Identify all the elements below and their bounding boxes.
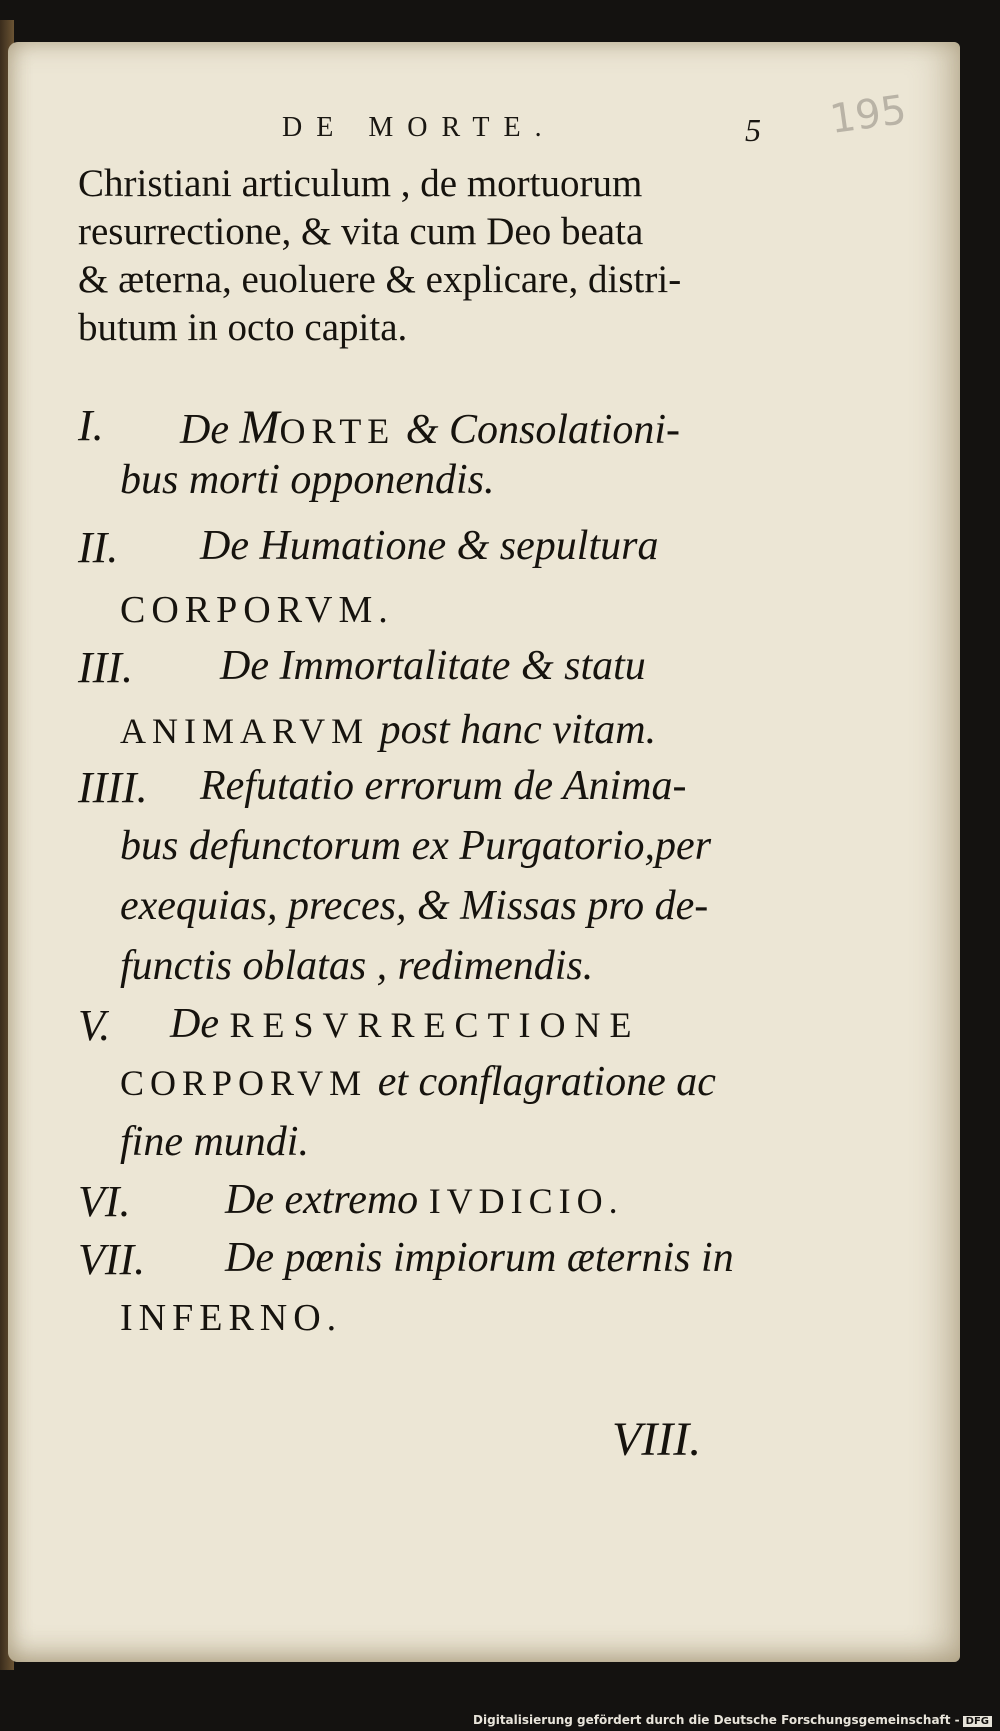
chapter-caps: CORPORVM <box>120 1063 368 1103</box>
intro-line: resurrectione, & vita cum Deo beata <box>78 210 644 253</box>
intro-line: & æterna, euoluere & explicare, distri- <box>78 258 682 301</box>
chapter-caps: RESVRRECTIONE <box>229 1005 641 1045</box>
chapter-text: post hanc vitam. <box>369 707 657 753</box>
chapter-title-line: functis oblatas , redimendis. <box>120 943 594 989</box>
running-title: DE MORTE. <box>282 112 556 143</box>
chapter-title-line <box>120 706 656 754</box>
page-number: 5 <box>745 112 761 148</box>
intro-paragraph <box>78 160 768 352</box>
chapter-title-line <box>170 1000 641 1048</box>
intro-line: butum in octo capita. <box>78 306 408 349</box>
chapter-title-line: fine mundi. <box>120 1119 309 1165</box>
dfg-logo: DFG <box>963 1716 992 1727</box>
chapter-number: II. <box>78 523 119 572</box>
chapter-text: De extremo <box>225 1177 429 1223</box>
catchword: VIII. <box>612 1413 702 1466</box>
chapter-text: De <box>170 1001 230 1047</box>
chapter-text: De <box>180 407 240 453</box>
chapter-number: I. <box>78 401 104 450</box>
chapter-title-line <box>225 1176 624 1224</box>
pencil-folio-note: 195 <box>827 86 910 144</box>
chapter-number: VI. <box>78 1177 131 1226</box>
digitization-credit <box>473 1713 992 1727</box>
chapter-caps: IVDICIO. <box>428 1181 624 1221</box>
chapter-title-line: CORPORVM. <box>120 589 394 631</box>
chapter-text: et conflagratione ac <box>367 1059 716 1105</box>
chapter-title-line: De Humatione & sepultura <box>200 523 659 569</box>
chapter-initial: M <box>239 401 280 454</box>
chapter-number: IIII. <box>78 763 148 812</box>
chapter-title-line: De Immortalitate & statu <box>220 643 646 689</box>
chapter-number: III. <box>78 643 133 692</box>
chapter-title-line: Refutatio errorum de Anima- <box>200 763 687 809</box>
chapter-number: VII. <box>78 1235 146 1284</box>
intro-line: Christiani articulum , de mortuorum <box>78 162 643 205</box>
credit-text: Digitalisierung gefördert durch die Deutsche Forschungsgemeinschaft - <box>473 1713 960 1727</box>
chapter-caps: ANIMARVM <box>120 711 370 751</box>
chapter-title-line: De pœnis impiorum æternis in <box>225 1235 734 1281</box>
chapter-caps: ORTE <box>279 411 396 451</box>
chapter-title-line: INFERNO. <box>120 1297 343 1339</box>
chapter-title-line: exequias, preces, & Missas pro de- <box>120 883 709 929</box>
chapter-number: V. <box>78 1001 111 1050</box>
chapter-title-line <box>120 1058 716 1106</box>
chapter-title-line <box>180 400 680 455</box>
chapter-title-line: bus defunctorum ex Purgatorio,per <box>120 823 712 869</box>
chapter-title-line: bus morti opponendis. <box>120 457 495 503</box>
chapter-text: & Consolationi- <box>395 407 680 453</box>
